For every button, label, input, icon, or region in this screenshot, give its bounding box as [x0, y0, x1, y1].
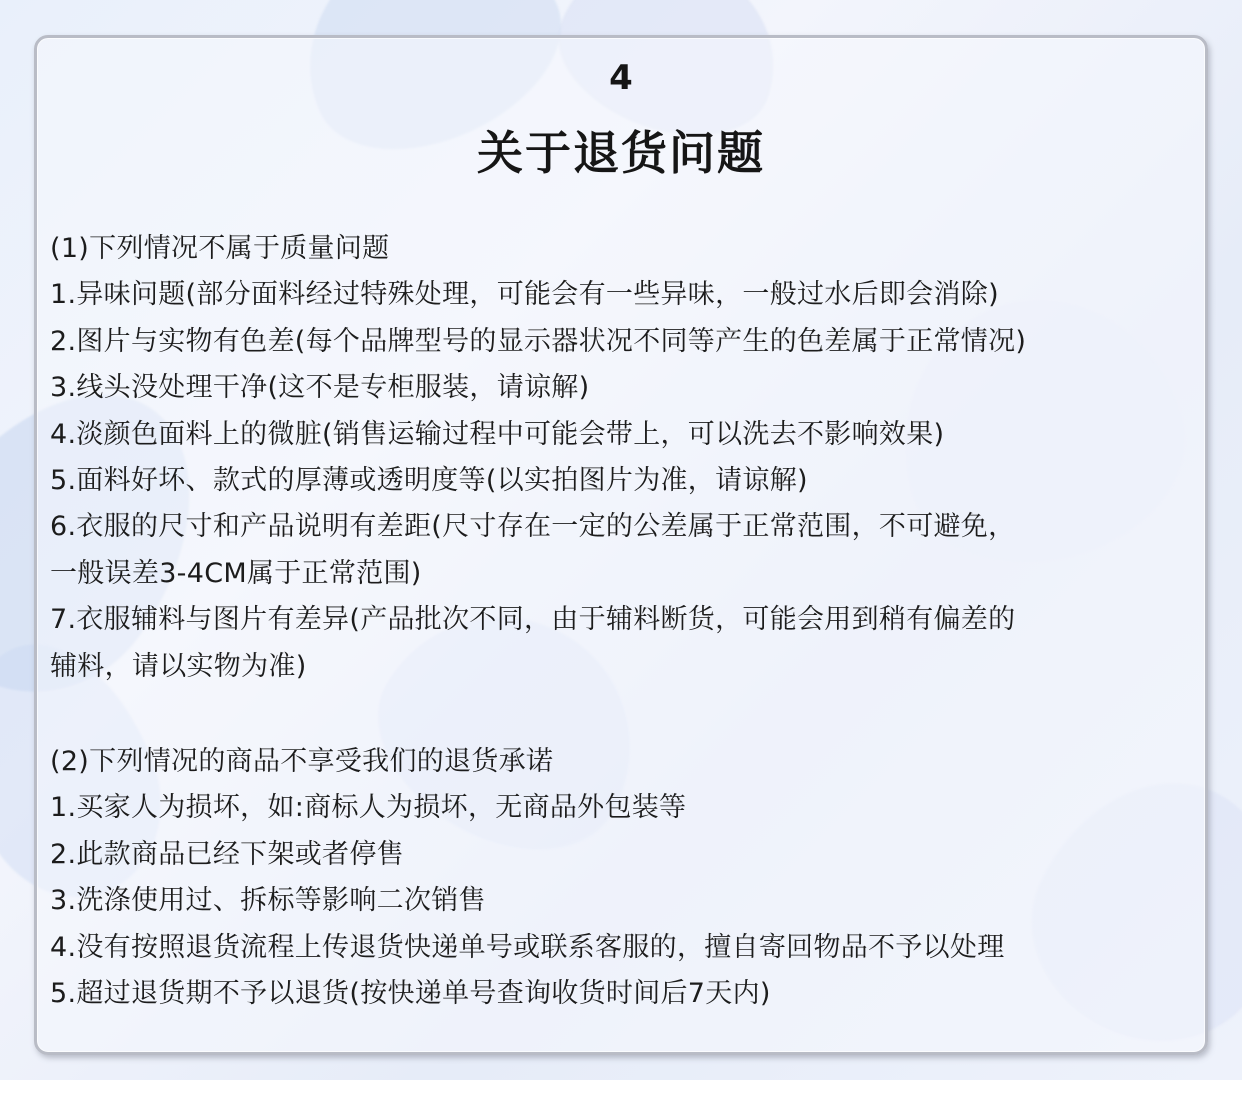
list-item-continued: 辅料，请以实物为准)	[50, 650, 307, 682]
section-heading: (2)下列情况的商品不享受我们的退货承诺	[50, 746, 554, 777]
page-title: 关于退货问题	[477, 126, 765, 180]
list-item: 5.超过退货期不予以退货(按快递单号查询收货时间后7天内)	[50, 977, 771, 1009]
section-quality-issues	[50, 226, 1026, 690]
page-number: 4	[609, 58, 633, 98]
list-item: 1.异味问题(部分面料经过特殊处理，可能会有一些异味，一般过水后即会消除)	[50, 279, 999, 311]
list-item: 5.面料好坏、款式的厚薄或透明度等(以实拍图片为准，请谅解)	[50, 464, 808, 496]
list-item-continued: 一般误差3-4CM属于正常范围)	[50, 557, 422, 589]
list-item: 1.买家人为损坏，如:商标人为损坏，无商品外包装等	[50, 792, 687, 824]
section-heading: (1)下列情况不属于质量问题	[50, 233, 390, 264]
bottom-strip	[0, 1080, 1242, 1107]
list-item: 2.此款商品已经下架或者停售	[50, 838, 404, 870]
list-item: 3.洗涤使用过、拆标等影响二次销售	[50, 885, 486, 917]
list-item: 6.衣服的尺寸和产品说明有差距(尺寸存在一定的公差属于正常范围，不可避免，	[50, 511, 1016, 543]
list-item: 4.淡颜色面料上的微脏(销售运输过程中可能会带上，可以洗去不影响效果)	[50, 418, 945, 450]
section-no-return	[50, 739, 1005, 1017]
list-item: 4.没有按照退货流程上传退货快递单号或联系客服的，擅自寄回物品不予以处理	[50, 931, 1005, 963]
list-item: 3.线头没处理干净(这不是专柜服装，请谅解)	[50, 372, 590, 404]
list-item: 7.衣服辅料与图片有差异(产品批次不同，由于辅料断货，可能会用到稍有偏差的	[50, 604, 1016, 636]
list-item: 2.图片与实物有色差(每个品牌型号的显示器状况不同等产生的色差属于正常情况)	[50, 325, 1027, 357]
